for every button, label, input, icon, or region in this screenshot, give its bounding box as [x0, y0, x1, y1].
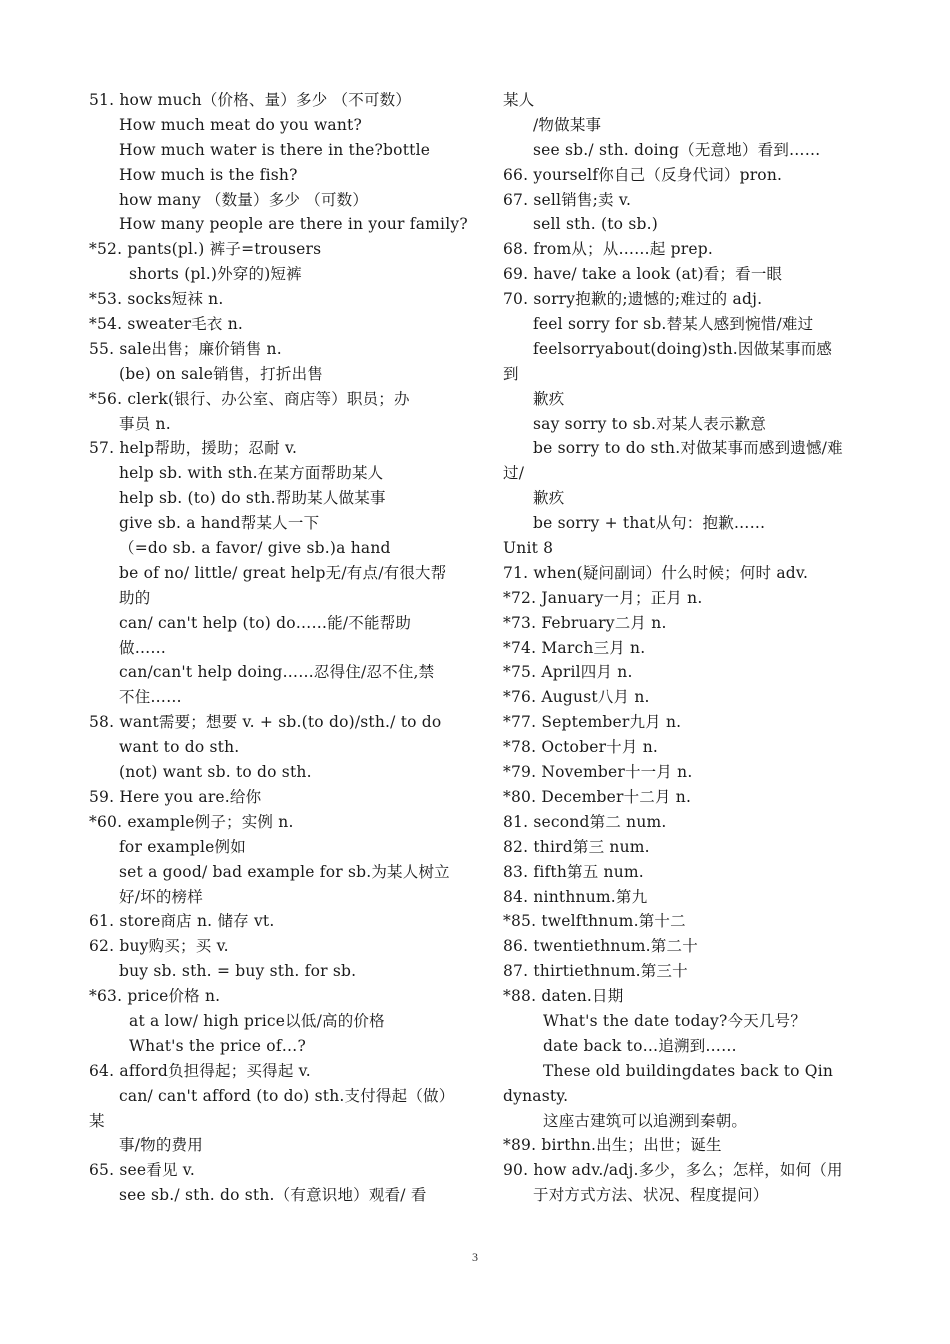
vocab-line: 62. buy购买；买 v.	[89, 937, 229, 956]
vocab-line: What's the price of…?	[129, 1036, 306, 1055]
vocab-line: 81. second第二 num.	[503, 812, 667, 831]
vocab-line: *88. daten.日期	[503, 987, 624, 1006]
vocab-line: *73. February二月 n.	[503, 613, 667, 632]
vocab-line: *75. April四月 n.	[503, 663, 633, 682]
vocab-line: 70. sorry抱歉的;遗憾的;难过的 adj.	[503, 290, 763, 309]
vocab-line: 不住……	[119, 688, 182, 707]
vocab-line: （=do sb. a favor/ give sb.)a hand	[119, 539, 391, 558]
vocab-line: help sb. with sth.在某方面帮助某人	[119, 464, 384, 483]
vocab-line: 51. how much（价格、量）多少 （不可数）	[89, 91, 412, 109]
vocab-line: How much meat do you want?	[119, 115, 362, 134]
vocab-line: Unit 8	[503, 539, 554, 558]
vocab-line: be sorry to do sth.对做某事而感到遗憾/难	[533, 439, 843, 458]
vocab-line: see sb./ sth. do sth.（有意识地）观看/ 看	[119, 1186, 427, 1205]
vocab-line: at a low/ high price以低/高的价格	[129, 1011, 385, 1030]
vocab-line: *76. August八月 n.	[503, 688, 650, 707]
vocab-line: *89. birthn.出生；出世；诞生	[503, 1136, 722, 1155]
vocab-line: see sb./ sth. doing（无意地）看到……	[533, 140, 821, 159]
vocab-line: shorts (pl.)外穿的)短裤	[129, 265, 302, 284]
vocab-line: 到	[503, 364, 519, 383]
vocab-line: dynasty.	[503, 1086, 569, 1105]
vocab-line: 82. third第三 num.	[503, 837, 650, 856]
vocab-line: how many （数量）多少 （可数）	[119, 190, 369, 209]
vocab-line: *78. October十月 n.	[503, 738, 659, 757]
vocab-line: 某人	[503, 91, 535, 109]
vocab-line: How many people are there in your family?	[119, 215, 468, 234]
vocab-line: 助的	[119, 588, 151, 607]
vocab-line: can/ can't help (to) do……能/不能帮助	[119, 613, 412, 632]
vocab-line: be sorry + that从句：抱歉……	[533, 514, 766, 533]
vocab-line: *56. clerk(银行、办公室、商店等）职员；办	[89, 389, 410, 408]
vocab-line: 做……	[119, 638, 167, 657]
vocab-line: can/ can't afford (to do) sth.支付得起（做）	[119, 1086, 455, 1105]
vocab-line: 71. when(疑问副词）什么时候；何时 adv.	[503, 563, 809, 582]
vocab-line: 84. ninthnum.第九	[503, 887, 648, 906]
vocab-line: 58. want需要；想要 v. + sb.(to do)/sth./ to do	[89, 713, 442, 732]
vocab-line: 某	[89, 1111, 105, 1130]
vocab-line: 87. thirtiethnum.第三十	[503, 962, 688, 981]
vocab-line: say sorry to sb.对某人表示歉意	[533, 414, 767, 433]
vocab-line: These old buildingdates back to Qin	[543, 1061, 834, 1080]
vocab-line: set a good/ bad example for sb.为某人树立	[119, 862, 450, 881]
left-column	[89, 88, 499, 1208]
vocab-line: (not) want sb. to do sth.	[119, 763, 312, 782]
vocab-line: can/can't help doing……忍得住/忍不住,禁	[119, 663, 435, 682]
vocab-line: *79. November十一月 n.	[503, 763, 693, 782]
vocab-line: 于对方式方法、状况、程度提问）	[533, 1186, 769, 1205]
vocab-line: 69. have/ take a look (at)看；看一眼	[503, 265, 783, 284]
vocab-line: 68. from从；从……起 prep.	[503, 240, 714, 259]
vocab-line: What's the date today?今天几号？	[543, 1011, 807, 1030]
vocab-line: 57. help帮助，援助；忍耐 v.	[89, 439, 298, 458]
vocab-line: 55. sale出售；廉价销售 n.	[89, 339, 282, 358]
vocab-line: *72. January一月；正月 n.	[503, 588, 703, 607]
vocab-line: 86. twentiethnum.第二十	[503, 937, 698, 956]
vocab-line: 歉疚	[533, 489, 565, 508]
right-column	[503, 88, 893, 1208]
vocab-line: be of no/ little/ great help无/有点/有很大帮	[119, 563, 447, 582]
vocab-line: buy sb. sth. = buy sth. for sb.	[119, 962, 357, 981]
vocab-line: feelsorryabout(doing)sth.因做某事而感	[533, 339, 833, 358]
vocab-line: *85. twelfthnum.第十二	[503, 912, 686, 931]
vocab-line: *74. March三月 n.	[503, 638, 646, 657]
vocab-line: (be) on sale销售，打折出售	[119, 364, 323, 383]
vocab-line: 90. how adv./adj.多少，多么；怎样，如何（用	[503, 1161, 843, 1180]
vocab-line: for example例如	[119, 837, 246, 856]
vocab-line: *52. pants(pl.) 裤子=trousers	[89, 240, 322, 259]
vocab-line: give sb. a hand帮某人一下	[119, 514, 320, 533]
vocab-line: want to do sth.	[119, 738, 240, 757]
vocab-line: *77. September九月 n.	[503, 713, 682, 732]
vocab-line: How much water is there in the?bottle	[119, 140, 431, 159]
vocab-line: 这座古建筑可以追溯到秦朝。	[543, 1111, 748, 1130]
vocab-line: /物做某事	[533, 115, 602, 134]
vocab-line: 事/物的费用	[119, 1136, 203, 1155]
vocab-line: *54. sweater毛衣 n.	[89, 315, 244, 334]
vocab-line: sell sth. (to sb.)	[533, 215, 658, 234]
vocab-line: 歉疚	[533, 389, 565, 408]
vocab-line: 64. afford负担得起；买得起 v.	[89, 1061, 311, 1080]
vocab-line: 65. see看见 v.	[89, 1161, 196, 1180]
vocab-line: How much is the fish?	[119, 165, 298, 184]
vocab-line: 83. fifth第五 num.	[503, 862, 644, 881]
vocab-line: 66. yourself你自己（反身代词）pron.	[503, 165, 783, 184]
page-number: 3	[472, 1250, 478, 1264]
vocab-line: 59. Here you are.给你	[89, 787, 262, 806]
vocab-line: 过/	[503, 464, 525, 483]
vocab-line: 67. sell销售;卖 v.	[503, 190, 632, 209]
vocab-line: 事员 n.	[119, 414, 171, 433]
vocab-line: *80. December十二月 n.	[503, 787, 692, 806]
vocab-line: help sb. (to) do sth.帮助某人做某事	[119, 489, 386, 508]
vocab-line: 61. store商店 n. 储存 vt.	[89, 912, 275, 931]
vocab-line: date back to…追溯到……	[543, 1036, 737, 1055]
vocab-line: *53. socks短袜 n.	[89, 290, 224, 309]
vocab-line: *60. example例子；实例 n.	[89, 812, 294, 831]
vocab-line: *63. price价格 n.	[89, 987, 221, 1006]
vocab-line: feel sorry for sb.替某人感到惋惜/难过	[533, 315, 814, 334]
vocab-line: 好/坏的榜样	[119, 887, 203, 906]
